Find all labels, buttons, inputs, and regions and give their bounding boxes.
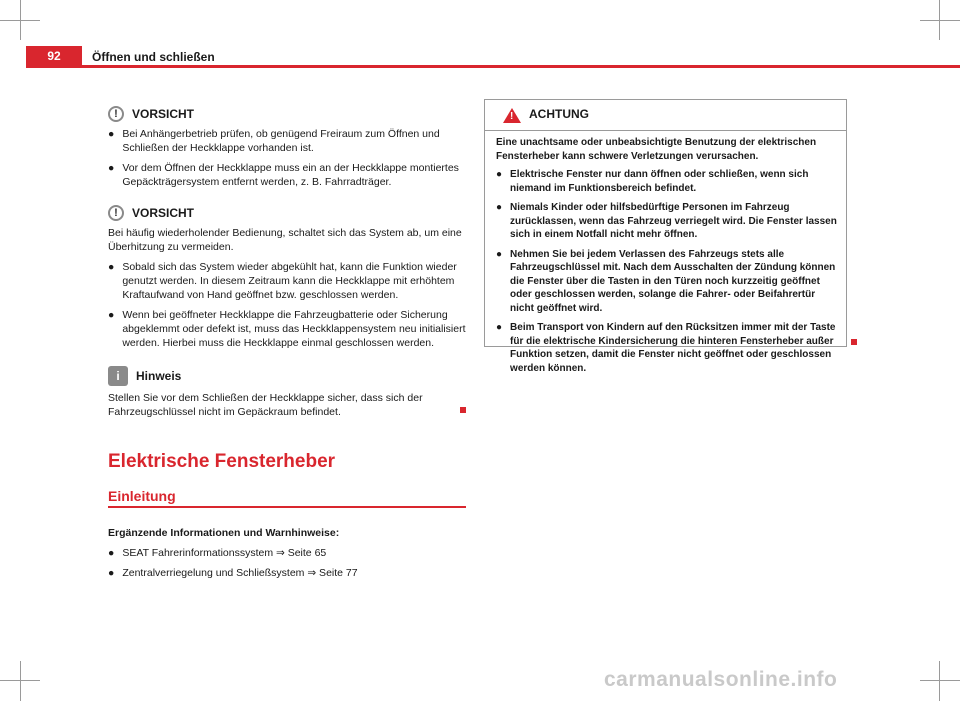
note-block bbox=[108, 366, 466, 419]
note-text: Stellen Sie vor dem Schließen der Heckklappe sicher, dass sich der Fahrzeugschlüssel nicht im Gepäckraum befindet. bbox=[108, 392, 423, 418]
list-item: ● Beim Transport von Kindern auf den Rücksitzen immer mit der Taste für die elektrische Kindersicherung die hinteren Fensterheber außer Funktion setzen, damit die Fenster nicht geöffnet oder geschlossen werden können. bbox=[496, 322, 836, 374]
bullet-icon: ● bbox=[108, 128, 115, 140]
caution-icon: ! bbox=[108, 205, 124, 221]
note-heading bbox=[108, 366, 466, 386]
caution-heading bbox=[108, 106, 466, 122]
caution-icon: ! bbox=[108, 106, 124, 122]
bullet-icon: ● bbox=[108, 547, 115, 559]
list-item: ● Nehmen Sie bei jedem Verlassen des Fahrzeugs stets alle Fahrzeugschlüssel mit. Nach dem Ausschalten der Zündung können die Fenster über die Tasten in den Türen noch kurzzeitig geöffnet oder geschlossen werden, solange die Fahrer- oder Beifahrertür nicht geöffnet wird. bbox=[496, 248, 836, 314]
caution-block-1 bbox=[108, 106, 466, 189]
warning-heading bbox=[485, 100, 846, 131]
list-item bbox=[108, 566, 466, 580]
crop-mark bbox=[20, 661, 21, 701]
list-item: ● Sobald sich das System wieder abgekühlt hat, kann die Funktion wieder genutzt werden. In diesem Zeitraum kann die Heckklappe mit erhöhtem Kraftaufwand von Hand geöffnet bzw. geschlossen werden. bbox=[108, 261, 457, 301]
bullet-icon: ● bbox=[496, 202, 503, 213]
caution-heading bbox=[108, 205, 466, 221]
crop-mark bbox=[920, 680, 960, 681]
warning-box bbox=[484, 99, 847, 374]
info-icon: i bbox=[108, 366, 128, 386]
bullet-icon: ● bbox=[496, 322, 503, 333]
subsection-heading-block bbox=[108, 489, 466, 508]
section-title: Elektrische Fensterheber bbox=[108, 451, 336, 472]
caution-intro: Bei häufig wiederholender Bedienung, schaltet sich das System ab, um eine Überhitzung zu vermeiden. bbox=[108, 227, 462, 253]
additional-heading: Ergänzende Informationen und Warnhinweise: bbox=[108, 527, 340, 539]
list-item: ● Niemals Kinder oder hilfsbedürftige Personen im Fahrzeug zurücklassen, wenn das Fahrzeug verriegelt wird. Die Fenster lassen sich in einem Notfall nicht mehr öffnen. bbox=[496, 202, 837, 240]
caution-title: VORSICHT bbox=[132, 206, 195, 220]
additional-info bbox=[108, 526, 466, 580]
bullet-icon: ● bbox=[108, 261, 115, 273]
crop-mark bbox=[939, 661, 940, 701]
list-item: ● Wenn bei geöffneter Heckklappe die Fahrzeugbatterie oder Sicherung abgeklemmt oder defekt ist, muss das Heckklappensystem neu initialisiert werden. Hierbei muss die Heckklappe einmal geschlossen werden. bbox=[108, 309, 466, 349]
crop-mark bbox=[0, 680, 40, 681]
note-title: Hinweis bbox=[136, 369, 182, 383]
subsection-rule bbox=[108, 506, 466, 508]
crop-mark bbox=[0, 20, 40, 21]
crop-mark bbox=[920, 20, 960, 21]
warning-title: ACHTUNG bbox=[529, 107, 589, 122]
watermark: carmanualsonline.info bbox=[604, 668, 838, 691]
bullet-icon: ● bbox=[108, 309, 115, 321]
page-number: 92 bbox=[26, 46, 82, 66]
header-rule bbox=[26, 65, 960, 68]
caution-block-2 bbox=[108, 205, 466, 350]
list-item: ● Vor dem Öffnen der Heckklappe muss ein an der Heckklappe montiertes Gepäckträgersystem entfernt werden, z. B. Fahrradträger. bbox=[108, 162, 459, 188]
bullet-icon: ● bbox=[108, 567, 115, 579]
list-item: ● Elektrische Fenster nur dann öffnen oder schließen, wenn sich niemand im Funktionsbereich befindet. bbox=[496, 169, 809, 194]
warning-triangle-icon: ! bbox=[503, 108, 521, 123]
end-marker-icon bbox=[460, 407, 466, 413]
section-heading-block bbox=[108, 451, 466, 472]
list-item: ● Bei Anhängerbetrieb prüfen, ob genügend Freiraum zum Öffnen und Schließen der Heckklappe vorhanden ist. bbox=[108, 128, 440, 154]
warning-intro: Eine unachtsame oder unbeabsichtigte Benutzung der elektrischen Fensterheber kann schwere Verletzungen verursachen. bbox=[496, 137, 817, 162]
list-item bbox=[108, 546, 466, 560]
cross-reference-link[interactable]: SEAT Fahrerinformationssystem ⇒ Seite 65 bbox=[122, 547, 327, 559]
bullet-icon: ● bbox=[496, 169, 503, 180]
cross-reference-link[interactable]: Zentralverriegelung und Schließsystem ⇒ Seite 77 bbox=[122, 567, 358, 579]
left-column bbox=[108, 106, 466, 586]
end-marker-icon bbox=[851, 339, 857, 345]
caution-title: VORSICHT bbox=[132, 107, 195, 121]
page-title: Öffnen und schließen bbox=[92, 50, 215, 64]
warning-body bbox=[485, 131, 846, 375]
bullet-icon: ● bbox=[108, 162, 115, 174]
bullet-icon: ● bbox=[496, 248, 503, 260]
subsection-title: Einleitung bbox=[108, 488, 176, 504]
